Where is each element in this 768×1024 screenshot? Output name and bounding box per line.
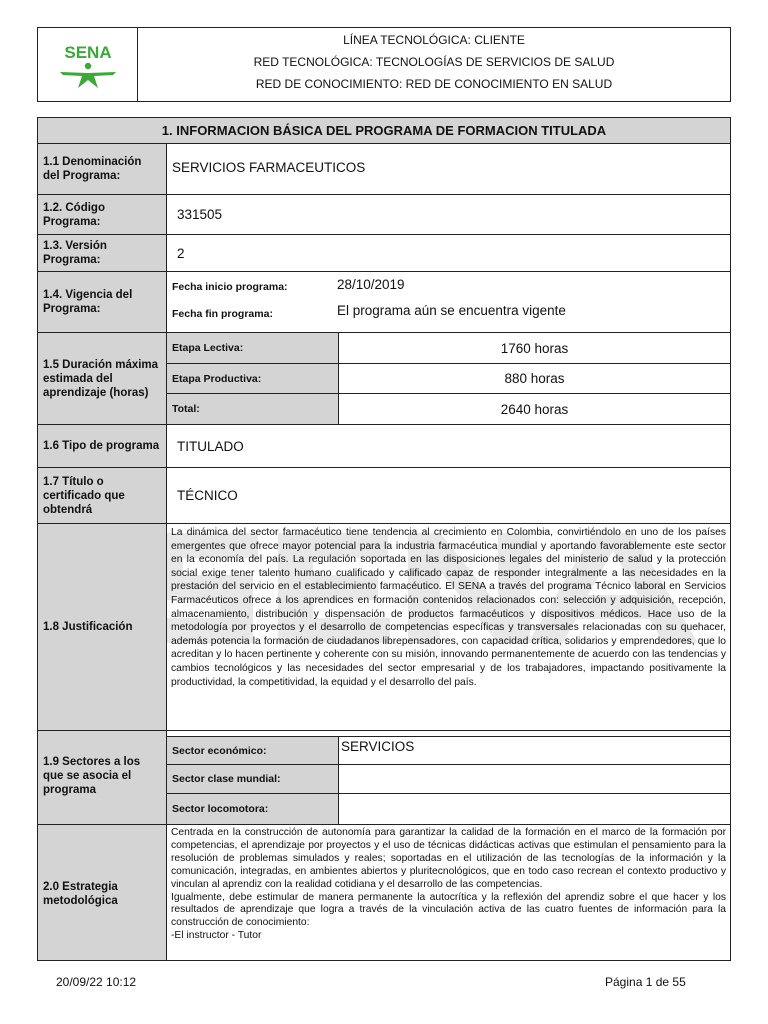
total-value: 2640 horas bbox=[339, 394, 730, 425]
denominacion-value: SERVICIOS FARMACEUTICOS bbox=[167, 144, 730, 195]
header-lines bbox=[138, 28, 730, 101]
section-title: 1. INFORMACION BÁSICA DEL PROGRAMA DE FORMACION TITULADA bbox=[38, 118, 730, 144]
version-label: 1.3. Versión Programa: bbox=[38, 235, 167, 272]
codigo-value: 331505 bbox=[167, 195, 730, 235]
fecha-fin-label: Fecha fin programa: bbox=[172, 308, 273, 320]
etapa-lectiva-value: 1760 horas bbox=[339, 333, 730, 364]
estrategia-paragraph-1: Centrada en la construcción de autonomía para garantizar la calidad de la formación en el marco de la formación por competencias, el aprendizaje por proyectos y el uso de técnicas didácticas activas que estimulan el pensamiento para la resolución de problemas simulados y reales; soportadas en el utilización de las tecnologías de la información y la comunicación, integradas, en ambientes abiertos y pluritecnológicos, que en todo caso recrean el contexto productivo y vinculan al aprendiz con la realidad cotidiana y el desarrollo de las competencias. bbox=[171, 827, 726, 890]
vigencia-label: 1.4. Vigencia del Programa: bbox=[38, 272, 167, 333]
estrategia-paragraph-3: -El instructor - Tutor bbox=[171, 930, 262, 942]
fecha-fin-value: El programa aún se encuentra vigente bbox=[337, 303, 566, 318]
sector-locomotora-label: Sector locomotora: bbox=[167, 794, 339, 825]
logo-cell bbox=[38, 28, 138, 101]
etapa-productiva-label: Etapa Productiva: bbox=[167, 364, 339, 394]
tipo-label: 1.6 Tipo de programa bbox=[38, 425, 167, 468]
logo-text: SENA bbox=[64, 43, 112, 62]
titulo-value: TÉCNICO bbox=[167, 468, 730, 524]
header-line-linea: LÍNEA TECNOLÓGICA: CLIENTE bbox=[343, 33, 525, 47]
total-label: Total: bbox=[167, 394, 339, 425]
sector-locomotora-value bbox=[339, 794, 730, 825]
justificacion-text: La dinámica del sector farmacéutico tiene tendencia al crecimiento en Colombia, convirtiéndolo en uno de los países emergentes que ofrece mayor potencial para la industria farmacéutica mundial y aportando favorablemente este sector en la economía del país. La regulación soportada en las disposiciones legales del ministerio de salud y la protección social exige tener talento humano cualificado y calificado capaz de responder integralmente a las necesidades en la prestación del servicio en el establecimiento farmacéutico. El SENA a través del programa Técnico laboral en Servicios Farmacéuticos ofrece a los aprendices en formación contenidos relacionados con: selección y adquisición, recepción, almacenamiento, distribución y dispensación de productos farmacéuticos y dispositivos médicos. Hace uso de la metodología por proyectos y el desarrollo de competencias específicas y transversales relacionadas con su quehacer, además potencia la formación de ciudadanos librepensadores, con capacidad crítica, solidarios y emprendedores, que lo acreditan y lo hacen pertinente y coherente con su misión, innovando permanentemente de acuerdo con las tendencias y cambios tecnológicos y las necesidades del sector empresarial y de los trabajadores, impactando positivamente la productividad, la competitividad, la equidad y el desarrollo del país. bbox=[167, 524, 730, 731]
header-line-red-tecnologica: RED TECNOLÓGICA: TECNOLOGÍAS DE SERVICIOS DE SALUD bbox=[253, 55, 615, 69]
codigo-label: 1.2. Código Programa: bbox=[38, 195, 167, 235]
estrategia-paragraph-2: Igualmente, debe estimular de manera permanente la autocrítica y la reflexión del aprendiz sobre el que hacer y los resultados de aprendizaje que logra a través de la vinculación activa de las cuatro fuentes de información para la construcción de conocimiento: bbox=[171, 891, 726, 929]
sector-clase-mundial-label: Sector clase mundial: bbox=[167, 765, 339, 794]
document-header bbox=[37, 27, 731, 102]
titulo-label: 1.7 Título o certificado que obtendrá bbox=[38, 468, 167, 524]
etapa-lectiva-label: Etapa Lectiva: bbox=[167, 333, 339, 364]
etapa-productiva-value: 880 horas bbox=[339, 364, 730, 394]
footer-page-number: Página 1 de 55 bbox=[605, 975, 686, 989]
fecha-inicio-label: Fecha inicio programa: bbox=[172, 281, 288, 293]
version-value: 2 bbox=[167, 235, 730, 272]
duracion-label: 1.5 Duración máxima estimada del aprendizaje (horas) bbox=[38, 333, 167, 425]
sena-logo bbox=[38, 28, 138, 101]
sector-economico-label: Sector económico: bbox=[167, 736, 339, 765]
justificacion-label: 1.8 Justificación bbox=[38, 524, 167, 731]
denominacion-label: 1.1 Denominación del Programa: bbox=[38, 144, 167, 195]
program-info-form bbox=[37, 117, 731, 961]
header-line-red-conocimiento: RED DE CONOCIMIENTO: RED DE CONOCIMIENTO EN SALUD bbox=[255, 77, 613, 91]
fecha-inicio-value: 28/10/2019 bbox=[337, 277, 405, 292]
estrategia-label: 2.0 Estrategia metodológica bbox=[38, 825, 167, 961]
tipo-value: TITULADO bbox=[167, 425, 730, 468]
sector-economico-value: SERVICIOS bbox=[339, 736, 730, 765]
footer-date: 20/09/22 10:12 bbox=[56, 975, 137, 989]
sectores-label: 1.9 Sectores a los que se asocia el programa bbox=[38, 731, 167, 825]
estrategia-text bbox=[167, 825, 730, 961]
vigencia-content bbox=[167, 272, 730, 333]
sector-clase-mundial-value bbox=[339, 765, 730, 794]
